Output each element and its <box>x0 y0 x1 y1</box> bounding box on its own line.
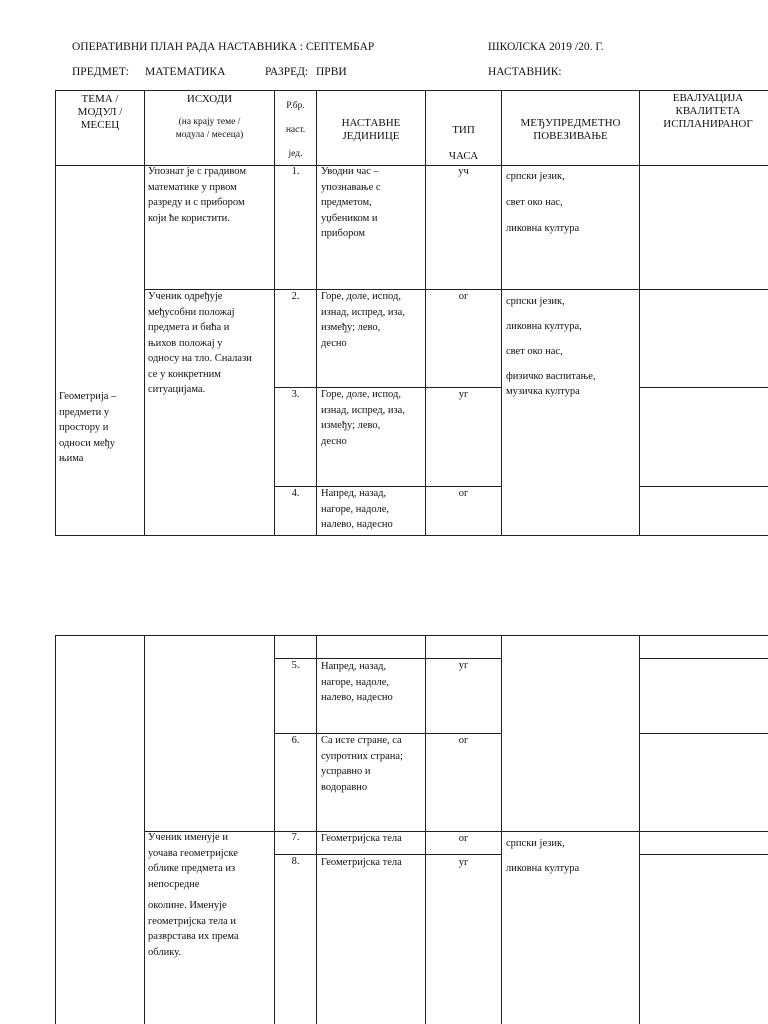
col-header-topic: ТЕМА / МОДУЛ / МЕСЕЦ <box>77 93 123 131</box>
lesson-type: ог <box>458 735 469 746</box>
topic-cell: Геометрија – предмети у простору и односи међу њима <box>59 391 117 464</box>
lesson-unit: Горе, доле, испод, изнад, испред, иза, између; лево, десно <box>321 291 405 349</box>
cross-curricular-1: српски језик, свет око нас, ликовна култура <box>506 171 580 234</box>
col-header-units: НАСТАВНЕ ЈЕДИНИЦЕ <box>341 117 401 142</box>
row-number: 1. <box>291 166 300 177</box>
school-year: ШКОЛСКА 2019 /20. Г. <box>488 41 604 53</box>
lesson-type: ог <box>458 833 469 844</box>
lesson-unit: Геометријска тела <box>321 833 402 844</box>
col-header-outcomes-sub: (на крају теме / модула / месеца) <box>175 117 244 140</box>
lesson-unit: Напред, назад, нагоре, надоле, налево, надесно <box>321 488 393 530</box>
outcome-1: Упознат је с градивом математике у првом разреду и с прибором који ће користити. <box>148 166 246 224</box>
lesson-type: уг <box>458 660 469 671</box>
row-number: 3. <box>291 389 300 400</box>
outcome-3: Ученик именује и уочава геометријске облике предмета из непосредне околине. Именује геометријска тела и разврстава их према облику. <box>148 832 239 958</box>
lesson-unit: Геометријска тела <box>321 857 402 868</box>
row-number: 6. <box>291 735 300 746</box>
lesson-unit: Уводни час – упознавање с предметом, уџбеником и прибором <box>321 166 381 239</box>
lesson-type: уч <box>458 166 469 177</box>
teacher-label: НАСТАВНИК: <box>488 66 562 78</box>
col-header-type: ТИП ЧАСА <box>448 124 479 162</box>
grade-label: РАЗРЕД: <box>265 66 309 78</box>
lesson-unit: Напред, назад, нагоре, надоле, налево, надесно <box>321 661 393 703</box>
row-number: 7. <box>291 832 300 843</box>
row-number: 2. <box>291 291 300 302</box>
col-header-outcomes: ИСХОДИ <box>186 93 233 105</box>
subject-label: ПРЕДМЕТ: <box>72 66 130 78</box>
cross-curricular-3: српски језик, ликовна култура <box>506 838 580 874</box>
lesson-unit: Са исте стране, са супротних страна; усправно и водоравно <box>321 735 403 793</box>
lesson-type: ог <box>458 291 469 302</box>
lesson-type: уг <box>458 857 469 868</box>
cross-curricular-2: српски језик, ликовна култура, свет око нас, физичко васпитање, музичка култура <box>506 296 596 397</box>
lesson-type: ог <box>458 488 469 499</box>
row-number: 5. <box>291 660 300 671</box>
row-number: 8. <box>291 856 300 867</box>
grade-value: ПРВИ <box>316 66 347 78</box>
row-number: 4. <box>291 488 300 499</box>
subject-value: МАТЕМАТИКА <box>145 66 226 78</box>
lesson-type: уг <box>458 389 469 400</box>
plan-title: ОПЕРАТИВНИ ПЛАН РАДА НАСТАВНИКА : СЕПТЕМБАР <box>72 41 375 53</box>
outcome-2: Ученик одређује међусобни положај предмета и бића и њихов положај у односу на тло. Сналази се у конкретним ситуацијама. <box>148 291 252 395</box>
col-header-cross: МЕЂУПРЕДМЕТНО ПОВЕЗИВАЊЕ <box>520 117 621 142</box>
col-header-eval: ЕВАЛУАЦИЈА КВАЛИТЕТА ИСПЛАНИРАНОГ <box>663 92 753 130</box>
col-header-num: Р.бр. наст. јед. <box>285 101 306 159</box>
lesson-unit: Горе, доле, испод, изнад, испред, иза, између; лево, десно <box>321 389 405 447</box>
